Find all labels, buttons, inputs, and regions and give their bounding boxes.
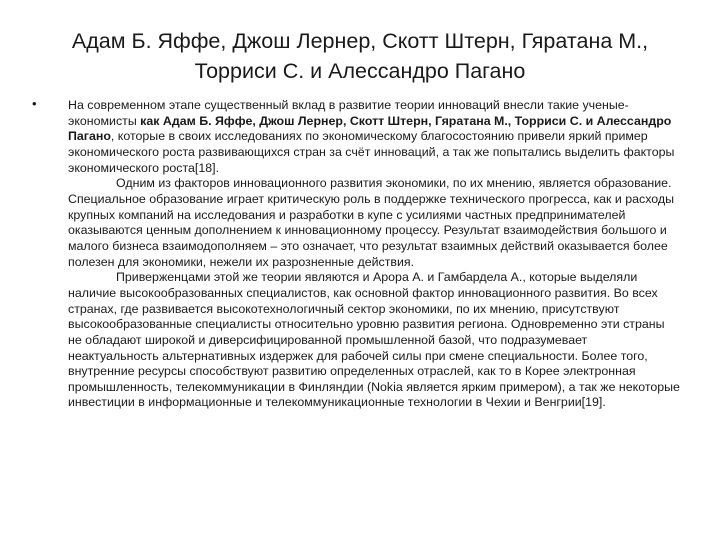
paragraph-1-intro: На современном этапе существенный вклад в развитие теории инноваций внесли такие ученые-экономисты — [68, 98, 629, 128]
paragraph-2: Одним из факторов инновационного развития экономики, по их мнению, является образование. Специальное образование играет критическую роль в поддержке технического прогресса, как и расходы крупных компаний на исследования и разработки в купе с усилиями частных предпринимателей оказываются ценным дополнением к инновационному процессу. Результат взаимодействия большого и малого бизнеса взаимодополняем – это означает, что результат взаимных действий оказывается более полезен для экономики, нежели их разрозненные действия. — [68, 176, 675, 269]
paragraph-3: Приверженцами этой же теории являются и Арора А. и Гамбардела А., которые выделяли наличие высокообразованных специалистов, как основной фактор инновационного развития. Во всех странах, где развивается высокотехнологичный сектор экономики, по их мнению, присутствуют высокообразованные специалисты относительно уровню развития региона. Одновременно эти страны не обладают широкой и диверсифицированной промышленной базой, что подразумевает неактуальность альтернативных издержек для рабочей силы при смене специальности. Более того, внутренние ресурсы способствуют развитию определенных отраслей, как то в Корее электронная промышленность, телекоммуникации в Финляндии (Nokia является ярким примером), а так же некоторые инвестиции в информационные и телекоммуникационные технологии в Чехии и Венгрии[19]. — [68, 270, 680, 410]
slide-body-text — [68, 98, 680, 411]
paragraph-1 — [68, 98, 680, 176]
paragraph-1-rest: , которые в своих исследованиях по экономическому благосостоянию привели яркий пример экономического роста развивающихся стран за счёт инноваций, а так же попытались выделить факторы экономического роста[18]. — [68, 129, 675, 175]
slide-title — [40, 26, 680, 86]
bullet-marker: • — [32, 96, 37, 111]
slide-title-line-1: Адам Б. Яффе, Джош Лернер, Скотт Штерн, Гяратана М., — [71, 29, 649, 53]
paragraph-1-authors: как Адам Б. Яффе, Джош Лернер, Скотт Штерн, Гяратана М., Торриси С. и Алессандро Пагано — [68, 113, 672, 144]
slide-title-line-2: Торриси С. и Алессандро Пагано — [194, 59, 526, 83]
